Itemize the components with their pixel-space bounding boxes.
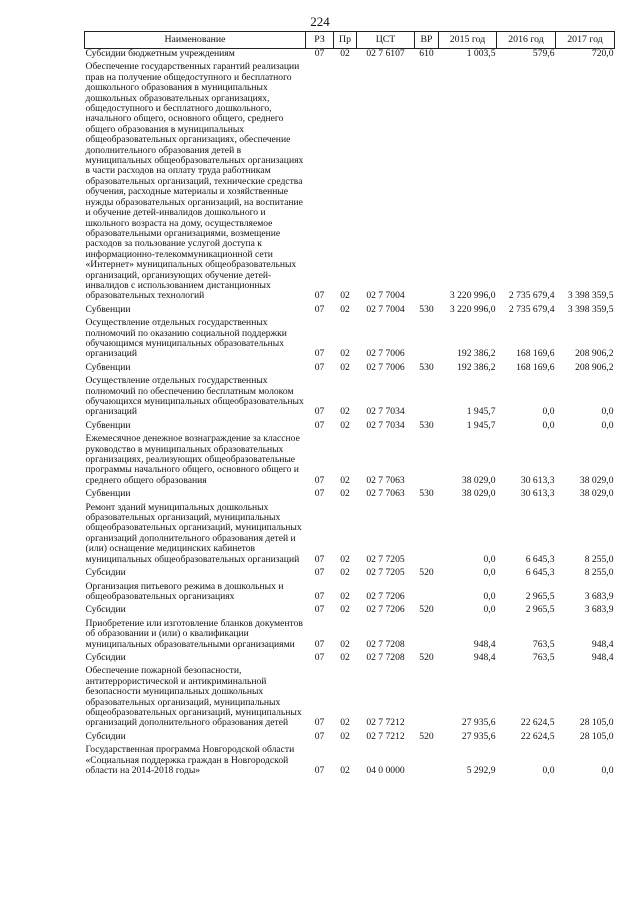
table-row	[85, 302, 615, 315]
cell-pr: 02	[340, 604, 350, 616]
table-row	[85, 602, 615, 615]
cell-y2017: 208 906,2	[575, 348, 614, 360]
table-row	[85, 500, 615, 565]
cell-name: Осуществление отдельных государственных полномочий по обеспечению бесплатным молоком обучающихся муниципальных общеобразовательных организаций	[85, 375, 304, 418]
cell-rz: 07	[314, 488, 325, 500]
cell-y2016: 0,0	[542, 419, 555, 431]
table-row	[85, 315, 615, 360]
cell-name: Ежемесячное денежное вознаграждение за классное руководство в муниципальных образовательных организациях, реализующих общеобразовательные программы начального общего, основного общего и среднего общего образования	[85, 433, 300, 486]
cell-y2017: 948,4	[591, 638, 614, 650]
cell-vr: 520	[419, 730, 434, 742]
cell-cst: 02 7 7208	[366, 638, 405, 650]
cell-name: Государственная программа Новгородской области «Социальная поддержка граждан в Новгородской области на 2014-2018 годы»	[85, 744, 295, 776]
cell-y2017: 0,0	[601, 765, 614, 776]
cell-rz: 07	[314, 406, 325, 418]
table-row	[85, 729, 615, 742]
cell-cst: 02 7 7206	[366, 604, 405, 616]
cell-y2017: 720,0	[591, 48, 614, 59]
cell-y2016: 2 965,5	[525, 590, 555, 602]
cell-y2016: 168 169,6	[516, 361, 555, 373]
header-2016: 2016 год	[497, 32, 556, 49]
page-number: 224	[310, 14, 330, 29]
cell-rz: 07	[314, 474, 325, 486]
cell-y2017: 3 398 359,5	[567, 303, 614, 315]
cell-vr: 520	[419, 604, 434, 616]
cell-cst: 02 7 6107	[366, 48, 405, 59]
cell-rz: 07	[314, 419, 325, 431]
cell-y2017: 8 255,0	[584, 567, 614, 579]
table-row	[85, 59, 615, 301]
cell-rz: 07	[314, 361, 325, 373]
cell-rz: 07	[314, 567, 325, 579]
cell-vr	[415, 500, 439, 565]
cell-rz: 07	[314, 348, 325, 360]
cell-vr: 530	[419, 303, 434, 315]
cell-pr: 02	[340, 590, 350, 602]
cell-vr	[415, 579, 439, 603]
cell-vr	[415, 373, 439, 418]
cell-rz: 07	[314, 651, 325, 663]
cell-vr: 530	[419, 488, 434, 500]
table-row	[85, 431, 615, 486]
budget-table	[84, 31, 615, 776]
cell-pr: 02	[340, 717, 350, 729]
cell-vr: 530	[419, 361, 434, 373]
cell-cst: 02 7 7006	[366, 348, 405, 360]
cell-cst: 02 7 7006	[366, 361, 405, 373]
cell-name: Субвенции	[85, 419, 131, 431]
cell-cst: 02 7 7206	[366, 590, 405, 602]
cell-cst: 02 7 7063	[366, 474, 405, 486]
cell-vr: 520	[419, 567, 434, 579]
cell-cst: 02 7 7212	[366, 717, 405, 729]
cell-cst: 02 7 7034	[366, 419, 405, 431]
cell-name: Ремонт зданий муниципальных дошкольных образовательных организаций, муниципальных общеобразовательных организаций, муниципальных организаций дополнительного образования детей и (или) оснащение медицинских кабинетов муниципальных общеобразовательных организаций	[85, 501, 302, 565]
header-name: Наименование	[85, 32, 306, 49]
cell-y2015: 38 029,0	[461, 488, 496, 500]
cell-rz: 07	[314, 590, 325, 602]
cell-y2015: 27 935,6	[461, 717, 496, 729]
header-cst: ЦСТ	[357, 32, 415, 49]
cell-y2016: 0,0	[542, 765, 555, 776]
cell-y2017: 38 029,0	[579, 488, 614, 500]
cell-cst: 02 7 7208	[366, 651, 405, 663]
cell-pr: 02	[340, 765, 350, 776]
cell-y2015: 0,0	[483, 553, 496, 565]
table-row	[85, 373, 615, 418]
cell-name: Субсидии	[85, 651, 126, 663]
cell-name: Субсидии	[85, 604, 126, 616]
cell-y2017: 28 105,0	[579, 730, 614, 742]
cell-y2016: 763,5	[532, 638, 555, 650]
cell-y2015: 5 292,9	[466, 765, 496, 776]
cell-vr	[415, 431, 439, 486]
header-vr: ВР	[415, 32, 439, 49]
cell-y2016: 22 624,5	[520, 717, 555, 729]
header-pr: Пр	[334, 32, 357, 49]
cell-name: Субсидии	[85, 567, 126, 579]
cell-y2016: 30 613,3	[520, 488, 555, 500]
cell-name: Приобретение или изготовление бланков документов об образовании и (или) о квалификации муниципальных образовательными организациями	[85, 617, 303, 650]
cell-pr: 02	[340, 290, 350, 302]
cell-y2015: 1 003,5	[466, 48, 496, 59]
cell-pr: 02	[340, 567, 350, 579]
cell-y2015: 192 386,2	[457, 348, 496, 360]
cell-name: Осуществление отдельных государственных полномочий по оказанию социальной поддержки обучающимся муниципальных образовательных организаций	[85, 317, 287, 360]
cell-rz: 07	[314, 303, 325, 315]
cell-y2015: 38 029,0	[461, 474, 496, 486]
table-row	[85, 486, 615, 499]
cell-pr: 02	[340, 553, 350, 565]
cell-name: Субвенции	[85, 361, 131, 373]
cell-y2017: 3 398 359,5	[567, 290, 614, 302]
cell-cst: 02 7 7004	[366, 303, 405, 315]
cell-cst: 02 7 7034	[366, 406, 405, 418]
cell-y2016: 30 613,3	[520, 474, 555, 486]
cell-vr	[415, 59, 439, 301]
table-row	[85, 650, 615, 663]
cell-cst: 04 0 0000	[366, 765, 405, 776]
cell-cst: 02 7 7205	[366, 553, 405, 565]
cell-cst: 02 7 7004	[366, 290, 405, 302]
cell-y2016: 763,5	[532, 651, 555, 663]
cell-y2016: 22 624,5	[520, 730, 555, 742]
cell-vr	[415, 742, 439, 776]
cell-name: Субвенции	[85, 303, 131, 315]
cell-y2017: 0,0	[601, 406, 614, 418]
cell-rz: 07	[314, 638, 325, 650]
cell-pr: 02	[340, 348, 350, 360]
cell-y2017: 28 105,0	[579, 717, 614, 729]
cell-y2017: 208 906,2	[575, 361, 614, 373]
table-row	[85, 579, 615, 603]
cell-pr: 02	[340, 406, 350, 418]
cell-pr: 02	[340, 303, 350, 315]
cell-y2016: 2 735 679,4	[508, 303, 555, 315]
cell-y2017: 3 683,9	[584, 604, 614, 616]
cell-pr: 02	[340, 638, 350, 650]
cell-name: Субвенции	[85, 488, 131, 500]
cell-y2016: 168 169,6	[516, 348, 555, 360]
cell-rz: 07	[314, 717, 325, 729]
cell-cst: 02 7 7212	[366, 730, 405, 742]
cell-y2017: 0,0	[601, 419, 614, 431]
cell-y2015: 192 386,2	[457, 361, 496, 373]
cell-pr: 02	[340, 730, 350, 742]
cell-vr	[415, 663, 439, 728]
cell-vr: 520	[419, 651, 434, 663]
cell-rz: 07	[314, 730, 325, 742]
cell-pr: 02	[340, 48, 350, 59]
cell-y2015: 1 945,7	[466, 406, 496, 418]
header-rz: РЗ	[306, 32, 334, 49]
cell-rz: 07	[314, 765, 325, 776]
cell-y2015: 1 945,7	[466, 419, 496, 431]
cell-rz: 07	[314, 48, 325, 59]
table-header-row	[85, 32, 615, 49]
cell-vr: 530	[419, 419, 434, 431]
cell-y2015: 948,4	[473, 638, 496, 650]
cell-y2017: 8 255,0	[584, 553, 614, 565]
cell-pr: 02	[340, 361, 350, 373]
cell-pr: 02	[340, 651, 350, 663]
cell-rz: 07	[314, 604, 325, 616]
cell-y2017: 38 029,0	[579, 474, 614, 486]
cell-vr	[415, 315, 439, 360]
table-row	[85, 663, 615, 728]
table-row	[85, 360, 615, 373]
cell-name: Субсидии	[85, 730, 126, 742]
cell-y2015: 948,4	[473, 651, 496, 663]
cell-pr: 02	[340, 488, 350, 500]
cell-y2015: 3 220 996,0	[449, 290, 496, 302]
cell-y2015: 0,0	[483, 590, 496, 602]
header-2015: 2015 год	[439, 32, 497, 49]
cell-y2015: 3 220 996,0	[449, 303, 496, 315]
cell-pr: 02	[340, 474, 350, 486]
table-row	[85, 565, 615, 578]
cell-y2015: 0,0	[483, 604, 496, 616]
cell-cst: 02 7 7063	[366, 488, 405, 500]
header-2017: 2017 год	[556, 32, 615, 49]
cell-name: Организация питьевого режима в дошкольных и общеобразовательных организациях	[85, 580, 284, 602]
cell-y2017: 948,4	[591, 651, 614, 663]
cell-y2015: 27 935,6	[461, 730, 496, 742]
cell-y2016: 6 645,3	[525, 553, 555, 565]
table-row	[85, 742, 615, 776]
cell-y2016: 6 645,3	[525, 567, 555, 579]
cell-y2016: 579,6	[532, 48, 555, 59]
table-row	[85, 418, 615, 431]
cell-y2016: 0,0	[542, 406, 555, 418]
cell-rz: 07	[314, 553, 325, 565]
cell-y2016: 2 965,5	[525, 604, 555, 616]
cell-y2015: 0,0	[483, 567, 496, 579]
cell-rz: 07	[314, 290, 325, 302]
cell-name: Субсидии бюджетным учреждениям	[85, 48, 235, 59]
cell-y2017: 3 683,9	[584, 590, 614, 602]
cell-name: Обеспечение государственных гарантий реализации прав на получение общедоступного и бесплатного дошкольного образования в муниципальных дошкольных образовательных организациях, общедоступного и бесплатного дошкольного, начального общего, основного общего, среднего общего образования в муниципальных общеобразовательных организациях, обеспечение дополнительного образования детей в муниципальных общеобразовательных организациях в части расходов на оплату труда работникам образовательных организаций, технические средства обучения, расходные материалы и хозяйственные нужды образовательных организаций, на воспитание и обучение детей-инвалидов дошкольного и школьного возраста на дому, осуществляемое образовательными организациями, возмещение расходов за пользование услугой доступа к информационно-телекоммуникационной сети «Интернет» муниципальных общеобразовательных организаций, организующих обучение детей-инвалидов с использованием дистанционных образовательных технологий	[85, 61, 304, 302]
cell-pr: 02	[340, 419, 350, 431]
cell-name: Обеспечение пожарной безопасности, антитеррористической и антикриминальной безопасности муниципальных дошкольных образовательных организаций, муниципальных общеобразовательных организаций, муниципальных организаций дополнительного образования детей	[85, 665, 302, 729]
cell-vr	[415, 616, 439, 650]
cell-vr: 610	[419, 48, 434, 59]
cell-cst: 02 7 7205	[366, 567, 405, 579]
table-row	[85, 616, 615, 650]
table-row	[85, 49, 615, 60]
cell-y2016: 2 735 679,4	[508, 290, 555, 302]
